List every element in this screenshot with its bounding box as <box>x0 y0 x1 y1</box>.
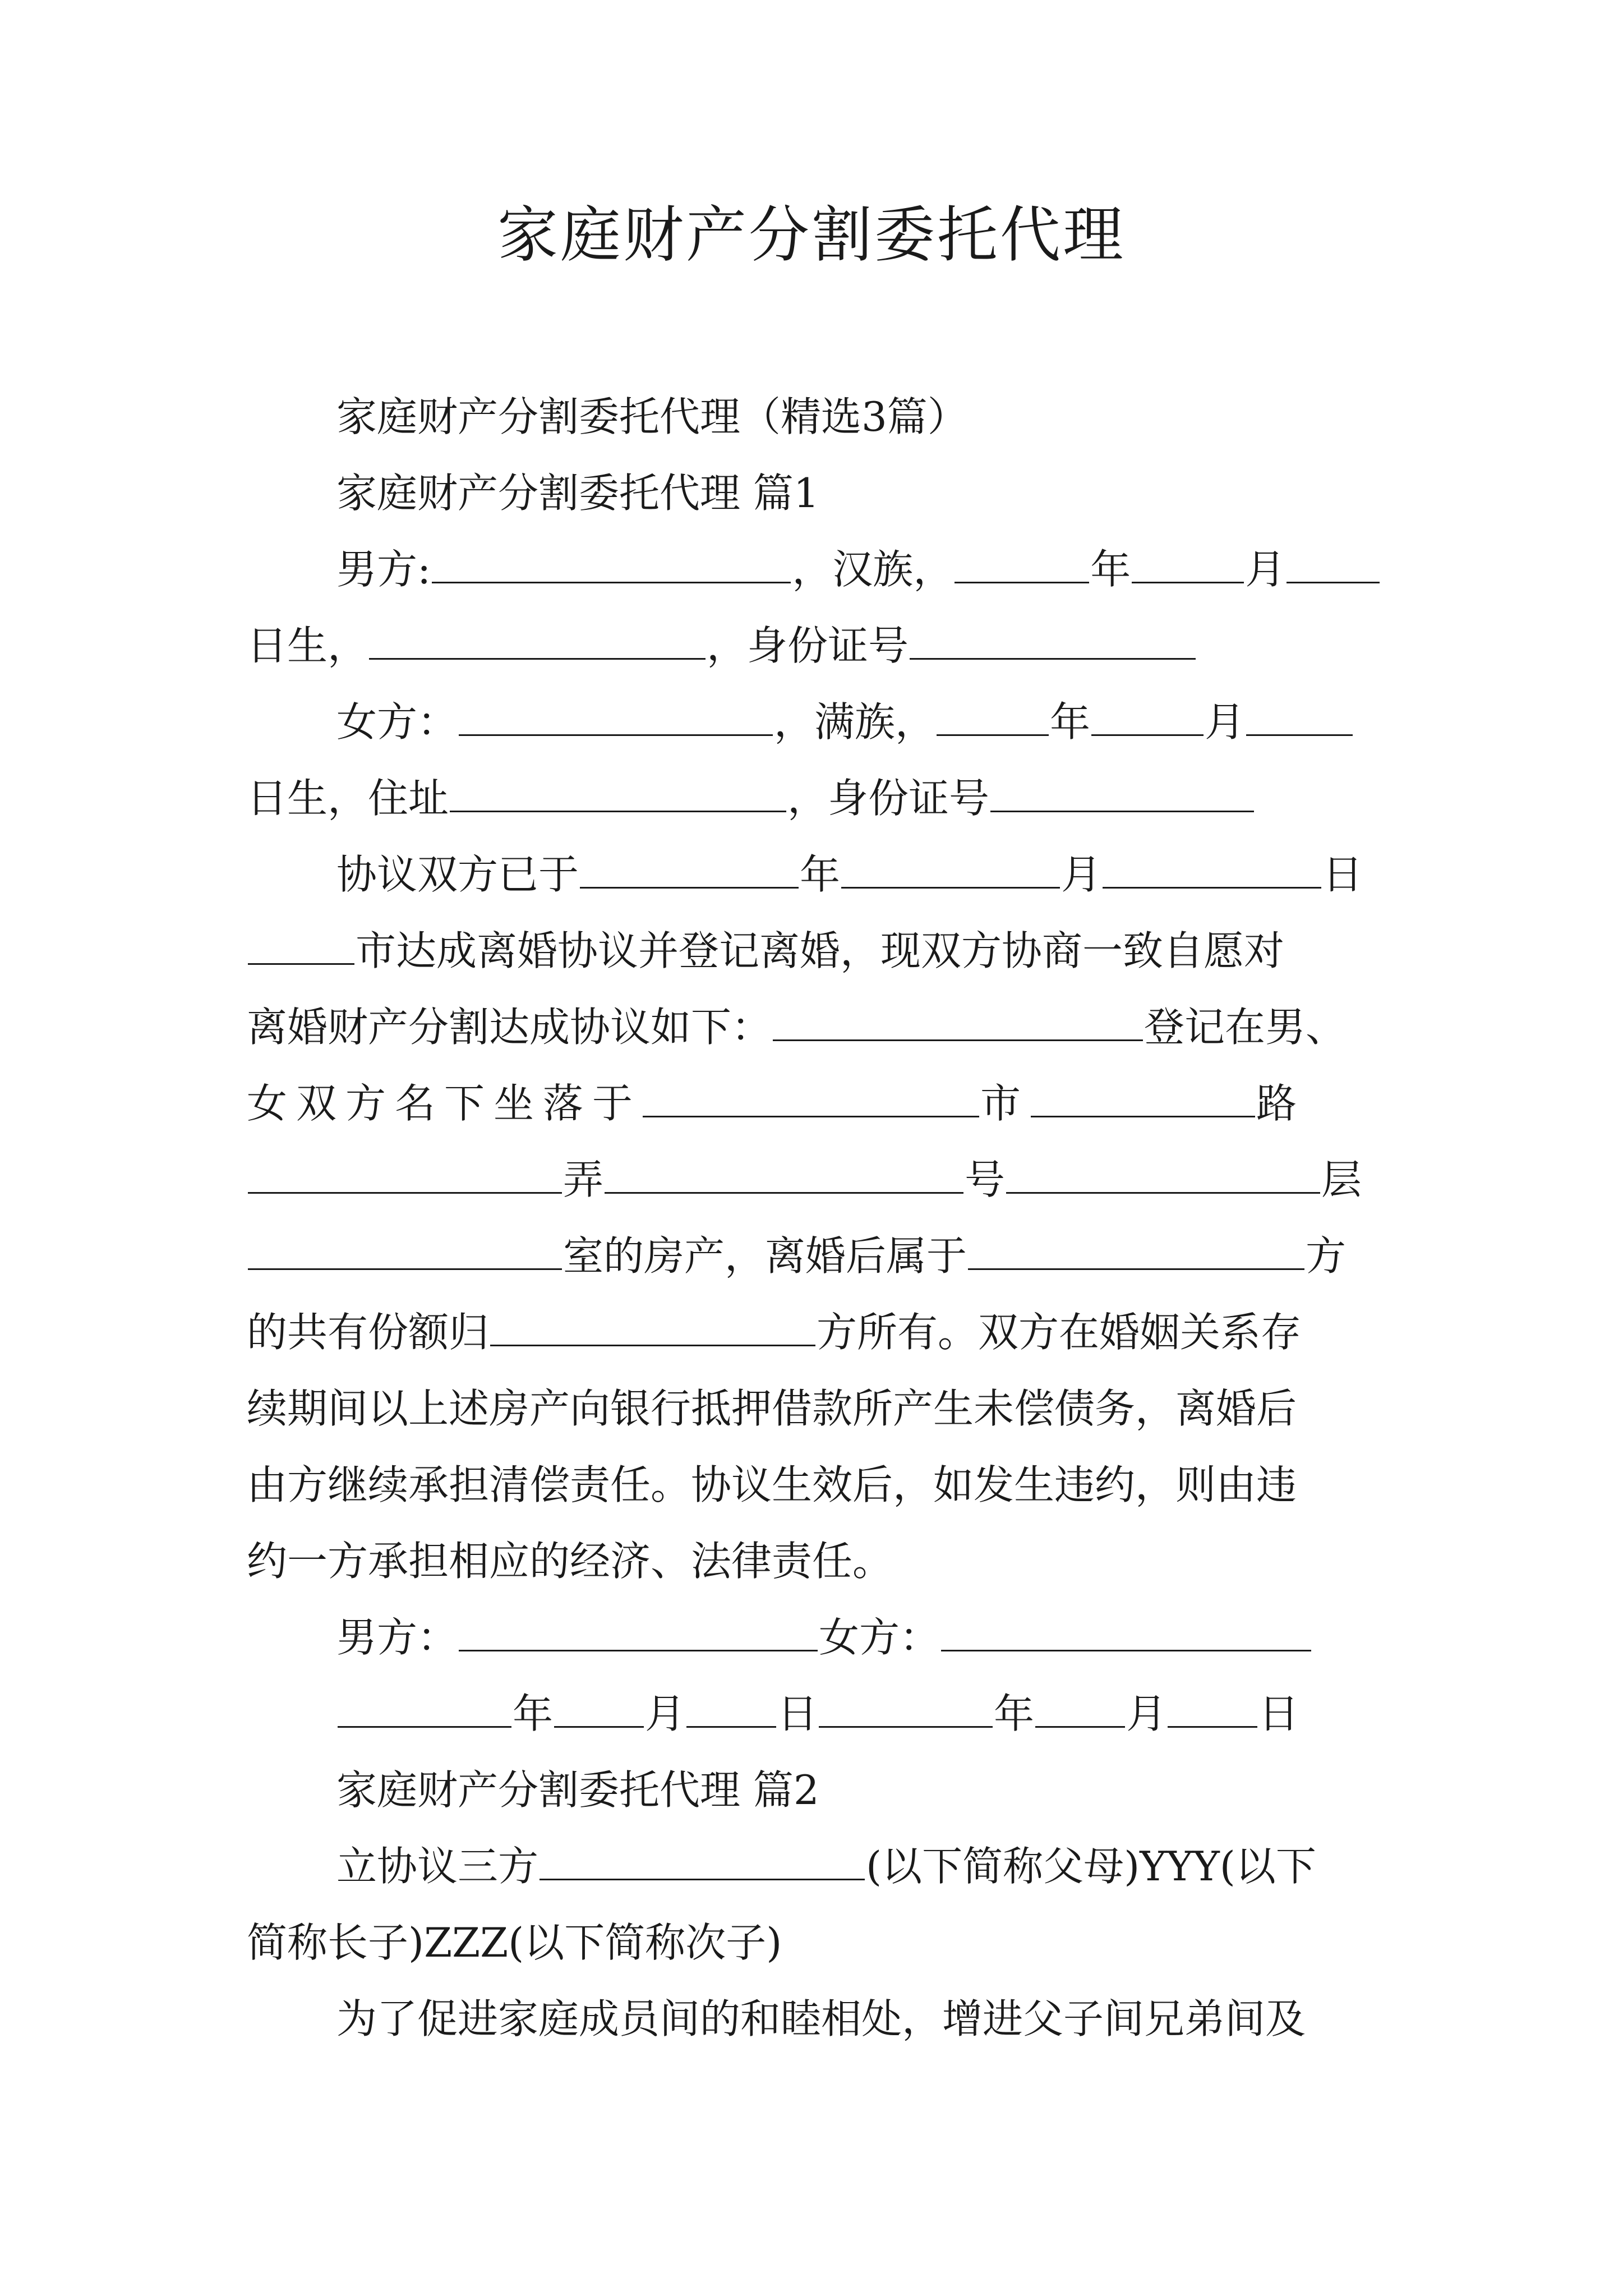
blank-line <box>1103 839 1321 889</box>
blank-line <box>1132 533 1244 583</box>
text: 年 <box>1050 698 1091 746</box>
body-line <box>247 1523 1380 1599</box>
body-line <box>247 1981 1380 2057</box>
text: 女方： <box>819 1614 940 1661</box>
text: ，身份证号 <box>787 775 990 822</box>
blank-line <box>937 686 1049 736</box>
body-line <box>247 1142 1380 1218</box>
blank-line <box>1035 1678 1125 1728</box>
text: 立协议三方 <box>336 1843 539 1890</box>
blank-line <box>910 610 1196 660</box>
text: 登记在男、 <box>1144 1004 1347 1051</box>
body-line <box>247 1294 1380 1370</box>
text: 男方： <box>336 1614 458 1661</box>
blank-line <box>773 991 1143 1041</box>
body-line <box>247 1218 1380 1294</box>
document-title: 家庭财产分割委托代理 <box>497 200 1126 270</box>
husband-line-cont <box>247 608 1380 684</box>
blank-line <box>490 1296 815 1346</box>
text: 市 <box>980 1080 1030 1127</box>
blank-line <box>1287 533 1380 583</box>
text: 日生， <box>247 622 368 669</box>
blank-line <box>459 1602 818 1651</box>
text: 年 <box>994 1690 1035 1737</box>
body-line <box>247 1904 1380 1981</box>
blank-line <box>968 1220 1304 1270</box>
text: 家庭财产分割委托代理 篇2 <box>336 1766 819 1814</box>
text: 由方继续承担清偿责任。协议生效后，如发生违约，则由违 <box>247 1461 1297 1508</box>
text: 月 <box>645 1690 686 1737</box>
text: 续期间以上述房产向银行抵押借款所产生未偿债务，离婚后 <box>247 1385 1297 1432</box>
blank-line <box>459 686 773 736</box>
blank-line <box>1031 1068 1255 1117</box>
subtitle-selected <box>247 379 1380 455</box>
text: ，满族， <box>774 698 936 746</box>
wife-line-cont <box>247 760 1380 836</box>
blank-line <box>1246 686 1353 736</box>
text: 日 <box>1322 851 1363 898</box>
text: 男方: <box>336 546 431 593</box>
blank-line <box>941 1602 1311 1651</box>
body-line <box>247 913 1380 989</box>
blank-line <box>605 1144 963 1194</box>
blank-line <box>1006 1144 1320 1194</box>
blank-line <box>841 839 1060 889</box>
text: 层 <box>1321 1156 1362 1203</box>
husband-line <box>247 531 1380 608</box>
text: 方 <box>1306 1232 1347 1280</box>
text: 为了促进家庭成员间的和睦相处，增进父子间兄弟间及 <box>336 1995 1306 2042</box>
blank-line <box>248 1144 562 1194</box>
text: 室的房产，离婚后属于 <box>563 1232 967 1280</box>
text: 月 <box>1061 851 1102 898</box>
text: 的共有份额归 <box>247 1309 490 1356</box>
text: 年 <box>1090 546 1131 593</box>
text: 月 <box>1245 546 1286 593</box>
blank-line <box>338 1678 511 1728</box>
text: 月 <box>1205 698 1246 746</box>
blank-line <box>248 915 354 965</box>
text: 离婚财产分割达成协议如下： <box>247 1004 772 1051</box>
blank-line <box>369 610 706 660</box>
text: 市达成离婚协议并登记离婚，现双方协商一致自愿对 <box>356 927 1285 974</box>
text: 年 <box>800 851 841 898</box>
text: 约一方承担相应的经济、法律责任。 <box>247 1538 893 1585</box>
blank-line <box>990 762 1254 812</box>
agreement-date-line <box>247 836 1380 913</box>
body-line <box>247 1370 1380 1447</box>
text: 简称长子)ZZZ(以下简称次子) <box>247 1919 782 1966</box>
text: 女方： <box>336 698 458 746</box>
text: 日 <box>1258 1690 1299 1737</box>
text: ，身份证号 <box>707 622 909 669</box>
wife-line <box>247 684 1380 760</box>
blank-line <box>450 762 786 812</box>
section-heading-1 <box>247 455 1380 531</box>
blank-line <box>1091 686 1204 736</box>
text: ，汉族， <box>792 546 954 593</box>
blank-line <box>1168 1678 1257 1728</box>
text: 家庭财产分割委托代理（精选3篇） <box>336 393 968 440</box>
text: 家庭财产分割委托代理 篇1 <box>336 470 819 517</box>
signature-date-line <box>247 1676 1380 1752</box>
text: 日 <box>777 1690 818 1737</box>
section-heading-2 <box>247 1752 1380 1828</box>
text: 号 <box>965 1156 1006 1203</box>
blank-line <box>955 533 1089 583</box>
body-line <box>247 989 1380 1065</box>
blank-line <box>819 1678 993 1728</box>
body-line <box>247 1447 1380 1523</box>
signature-line <box>247 1599 1380 1676</box>
blank-line <box>432 533 791 583</box>
blank-line <box>643 1068 979 1117</box>
text: 方所有。双方在婚姻关系存 <box>817 1309 1302 1356</box>
blank-line <box>540 1830 865 1880</box>
text: 月 <box>1126 1690 1167 1737</box>
text: 弄 <box>563 1156 604 1203</box>
text: 女双方名下坐落于 <box>247 1080 642 1127</box>
text: 路 <box>1256 1080 1306 1127</box>
blank-line <box>686 1678 776 1728</box>
text: 年 <box>513 1690 554 1737</box>
body-line <box>247 1065 1380 1142</box>
blank-line <box>554 1678 644 1728</box>
text: 协议双方已于 <box>336 851 579 898</box>
blank-line <box>580 839 799 889</box>
text: (以下简称父母)YYY(以下 <box>866 1843 1316 1890</box>
text: 日生，住址 <box>247 775 449 822</box>
blank-line <box>248 1220 562 1270</box>
body-line <box>247 1828 1380 1904</box>
